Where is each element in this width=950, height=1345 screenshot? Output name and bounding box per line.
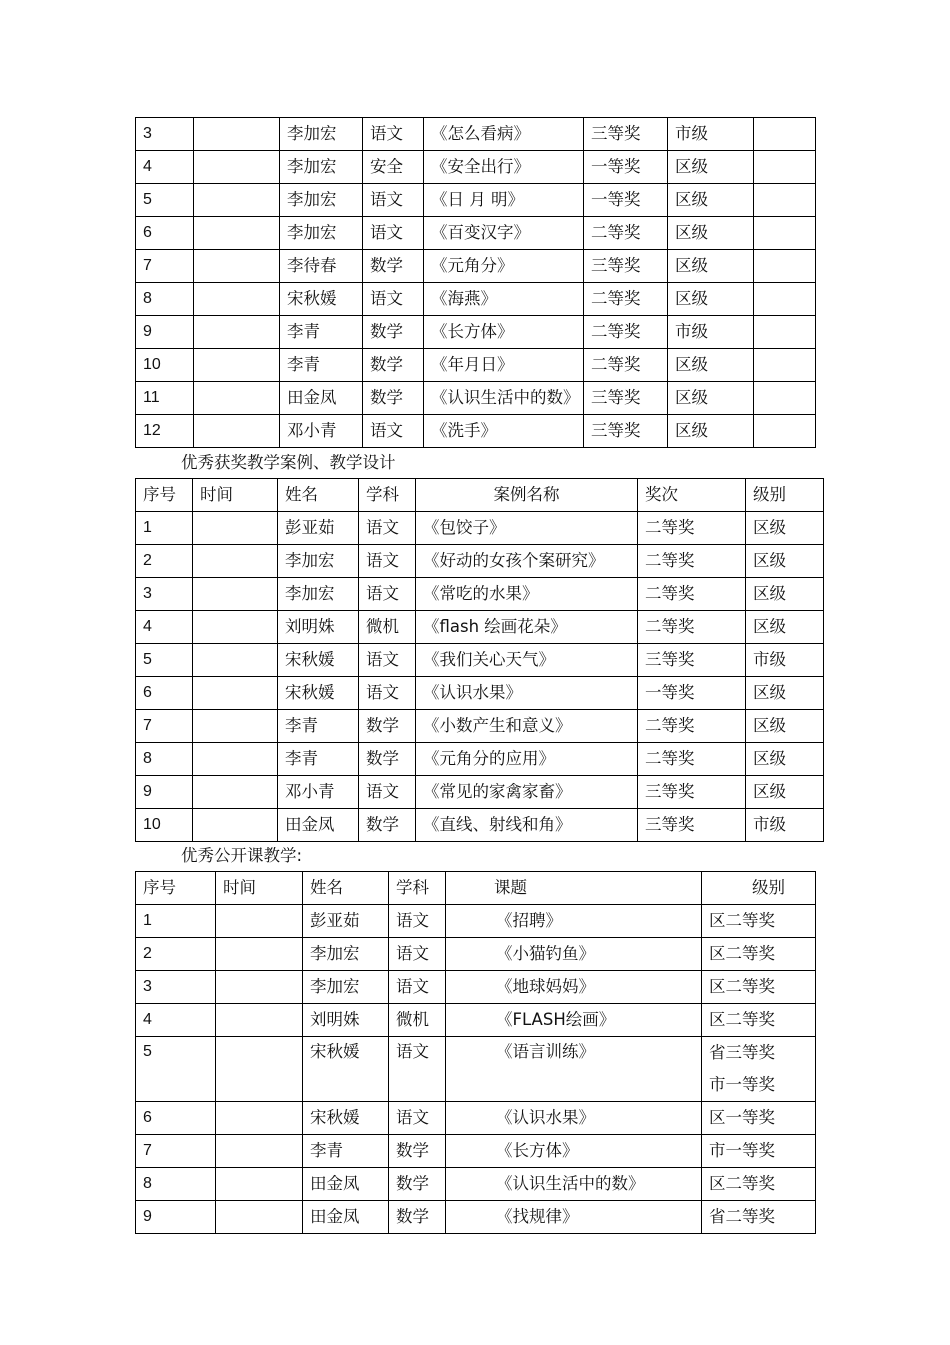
table-cell: [193, 545, 278, 578]
table-cell: 数学: [359, 743, 416, 776]
table-cell: 《小猫钓鱼》: [446, 938, 702, 971]
table-cell: [194, 151, 280, 184]
table-cell: 《认识水果》: [416, 677, 638, 710]
table-cell: 7: [136, 250, 194, 283]
table-cell: 宋秋媛: [303, 1037, 389, 1102]
table-cell: 邓小青: [280, 415, 363, 448]
section-heading-teaching-cases: 优秀获奖教学案例、教学设计: [181, 453, 396, 472]
table-cell: 三等奖: [638, 776, 746, 809]
table-cell: 《语言训练》: [446, 1037, 702, 1102]
table-cell: 李青: [280, 349, 363, 382]
table-cell: 数学: [389, 1168, 446, 1201]
table-cell: 区二等奖: [702, 1168, 816, 1201]
table-cell: 李加宏: [303, 938, 389, 971]
table-cell: 1: [136, 905, 216, 938]
table-cell: 三等奖: [638, 809, 746, 842]
table-cell: 《地球妈妈》: [446, 971, 702, 1004]
table-cell: 语文: [389, 938, 446, 971]
table-cell: 二等奖: [584, 283, 668, 316]
table-cell: 6: [136, 677, 193, 710]
table-cell: 2: [136, 545, 193, 578]
table-row: [136, 1135, 816, 1168]
table-cell: [193, 578, 278, 611]
table-row: [136, 710, 824, 743]
table-cell: [216, 1168, 303, 1201]
table-cell: 三等奖: [584, 382, 668, 415]
table-cell: 李加宏: [280, 184, 363, 217]
table-cell: [194, 382, 280, 415]
table-cell: 区级: [668, 415, 754, 448]
header-cell: 序号: [136, 872, 216, 905]
table-cell: 语文: [359, 677, 416, 710]
table-cell: 一等奖: [584, 151, 668, 184]
awards-table-continued: [135, 117, 816, 448]
table-cell: [754, 118, 816, 151]
award-line: 省三等奖: [709, 1043, 775, 1062]
table-cell: 《包饺子》: [416, 512, 638, 545]
table-cell: 《认识生活中的数》: [424, 382, 584, 415]
section-heading-open-classes: 优秀公开课教学:: [181, 846, 303, 865]
table-cell: 李青: [278, 710, 359, 743]
header-cell: 学科: [359, 479, 416, 512]
award-line: 市一等奖: [709, 1075, 775, 1094]
table-cell: 田金凤: [278, 809, 359, 842]
table-row: [136, 1168, 816, 1201]
table-cell: 李加宏: [280, 217, 363, 250]
table-cell: [216, 1102, 303, 1135]
header-cell: 时间: [193, 479, 278, 512]
table-cell: 语文: [389, 1102, 446, 1135]
table-cell: 9: [136, 316, 194, 349]
table-cell: 《百变汉字》: [424, 217, 584, 250]
table-cell: 《直线、射线和角》: [416, 809, 638, 842]
table-cell: [193, 512, 278, 545]
table-cell: 语文: [359, 512, 416, 545]
table-cell: [216, 1004, 303, 1037]
table-row: [136, 217, 816, 250]
table-cell: 4: [136, 1004, 216, 1037]
table-cell: 市级: [668, 316, 754, 349]
table-cell: 李待春: [280, 250, 363, 283]
teaching-cases-table: [135, 478, 824, 842]
table-cell: 8: [136, 283, 194, 316]
table-cell: 区级: [668, 217, 754, 250]
table-cell: 2: [136, 938, 216, 971]
table-cell: [754, 415, 816, 448]
header-cell: 级别: [746, 479, 824, 512]
table-cell: 刘明姝: [278, 611, 359, 644]
table-cell: 区级: [746, 710, 824, 743]
table-cell: 二等奖: [584, 217, 668, 250]
table-row: [136, 611, 824, 644]
table-cell: [754, 217, 816, 250]
table-cell: 李加宏: [278, 545, 359, 578]
table-cell: 3: [136, 118, 194, 151]
table-cell: 区级: [668, 349, 754, 382]
header-cell: 时间: [216, 872, 303, 905]
table-cell: [216, 1135, 303, 1168]
table-cell: [754, 250, 816, 283]
table-cell: 二等奖: [584, 349, 668, 382]
table-cell: [193, 611, 278, 644]
table-cell: [193, 677, 278, 710]
table-cell: [754, 382, 816, 415]
table-row: [136, 1201, 816, 1234]
table-cell: 区级: [668, 184, 754, 217]
header-cell: 奖次: [638, 479, 746, 512]
table-cell: 区二等奖: [702, 971, 816, 1004]
table-cell: 宋秋媛: [278, 644, 359, 677]
table-row: [136, 971, 816, 1004]
table-row: [136, 938, 816, 971]
table-row: [136, 1004, 816, 1037]
table-cell: 语文: [389, 905, 446, 938]
table-cell: 区级: [746, 578, 824, 611]
table-cell: 区级: [668, 250, 754, 283]
table-cell: 二等奖: [638, 710, 746, 743]
table-cell: 市一等奖: [702, 1135, 816, 1168]
header-cell: 序号: [136, 479, 193, 512]
table-cell: 微机: [359, 611, 416, 644]
table-cell: 区级: [746, 677, 824, 710]
table-cell: 9: [136, 1201, 216, 1234]
table-cell: 区级: [668, 151, 754, 184]
table-cell: 6: [136, 217, 194, 250]
table-cell: 二等奖: [638, 512, 746, 545]
header-cell: 学科: [389, 872, 446, 905]
table-cell: 一等奖: [584, 184, 668, 217]
table-cell: 语文: [359, 776, 416, 809]
table-header-row: [136, 479, 824, 512]
table-cell: 数学: [363, 382, 424, 415]
table-cell: [194, 250, 280, 283]
table-row: [136, 283, 816, 316]
table-cell: [194, 316, 280, 349]
table-cell: 5: [136, 184, 194, 217]
table-cell: 语文: [359, 644, 416, 677]
table-cell: 4: [136, 151, 194, 184]
table-cell: 《FLASH绘画》: [446, 1004, 702, 1037]
table-cell: 三等奖: [584, 250, 668, 283]
table-cell: [193, 809, 278, 842]
table-cell: 微机: [389, 1004, 446, 1037]
table-cell: 《长方体》: [446, 1135, 702, 1168]
table-cell: 二等奖: [638, 743, 746, 776]
table-cell: 宋秋媛: [280, 283, 363, 316]
table-cell: 语文: [363, 283, 424, 316]
table-cell: [216, 1037, 303, 1102]
header-cell: 课题: [446, 872, 702, 905]
table-cell: 6: [136, 1102, 216, 1135]
table-cell: 三等奖: [584, 118, 668, 151]
table-cell: 区级: [746, 512, 824, 545]
table-row: [136, 776, 824, 809]
table-cell: 语文: [363, 217, 424, 250]
table-cell: 《年月日》: [424, 349, 584, 382]
table-cell: [754, 316, 816, 349]
table-row: [136, 184, 816, 217]
table-cell: 彭亚茹: [303, 905, 389, 938]
table-cell: 李青: [303, 1135, 389, 1168]
table-cell: 数学: [389, 1135, 446, 1168]
table-cell: 李加宏: [278, 578, 359, 611]
table-row: [136, 512, 824, 545]
table-cell: 李加宏: [280, 118, 363, 151]
table-row: [136, 250, 816, 283]
table-cell: [193, 644, 278, 677]
table-cell: 数学: [363, 316, 424, 349]
table-cell: 市级: [668, 118, 754, 151]
table-cell: 安全: [363, 151, 424, 184]
table-cell: 市级: [746, 644, 824, 677]
table-row: [136, 1037, 816, 1102]
table-cell: 田金凤: [303, 1168, 389, 1201]
table-cell: 李青: [278, 743, 359, 776]
table-cell: 《好动的女孩个案研究》: [416, 545, 638, 578]
table-cell: 1: [136, 512, 193, 545]
table-cell: 《flash 绘画花朵》: [416, 611, 638, 644]
table-cell: [193, 776, 278, 809]
table-cell: [194, 349, 280, 382]
header-cell: 级别: [702, 872, 816, 905]
table-cell: 二等奖: [638, 545, 746, 578]
table-cell: 区一等奖: [702, 1102, 816, 1135]
table-cell: 3: [136, 971, 216, 1004]
table-cell: 刘明姝: [303, 1004, 389, 1037]
table-cell: 区级: [668, 382, 754, 415]
table-cell: 《找规律》: [446, 1201, 702, 1234]
table-cell: 《安全出行》: [424, 151, 584, 184]
table-cell: 三等奖: [584, 415, 668, 448]
table-cell: 语文: [389, 971, 446, 1004]
table-cell: 二等奖: [638, 578, 746, 611]
table-cell: 《海燕》: [424, 283, 584, 316]
table-cell: 语文: [363, 415, 424, 448]
table-cell: 李加宏: [303, 971, 389, 1004]
table-cell: [193, 743, 278, 776]
table-cell: 12: [136, 415, 194, 448]
table-cell: 数学: [389, 1201, 446, 1234]
table-cell: 语文: [363, 118, 424, 151]
table-cell: [194, 283, 280, 316]
table-cell: [702, 1037, 816, 1102]
table-cell: 8: [136, 1168, 216, 1201]
table-row: [136, 644, 824, 677]
table-cell: [754, 349, 816, 382]
table-cell: 数学: [359, 710, 416, 743]
table-cell: [216, 1201, 303, 1234]
table-cell: 11: [136, 382, 194, 415]
table-cell: [216, 971, 303, 1004]
table-row: [136, 809, 824, 842]
table-cell: 彭亚茹: [278, 512, 359, 545]
table-cell: 语文: [359, 545, 416, 578]
table-row: [136, 151, 816, 184]
table-row: [136, 382, 816, 415]
table-cell: 9: [136, 776, 193, 809]
header-cell: 案例名称: [416, 479, 638, 512]
table-cell: 4: [136, 611, 193, 644]
table-cell: 5: [136, 1037, 216, 1102]
table-cell: 《元角分》: [424, 250, 584, 283]
table-row: [136, 316, 816, 349]
table-cell: 《小数产生和意义》: [416, 710, 638, 743]
table-cell: 区级: [746, 743, 824, 776]
table-cell: [754, 283, 816, 316]
table-cell: 一等奖: [638, 677, 746, 710]
table-cell: 10: [136, 809, 193, 842]
table-cell: 三等奖: [638, 644, 746, 677]
table-cell: [754, 151, 816, 184]
table-cell: [194, 118, 280, 151]
table-cell: 数学: [363, 250, 424, 283]
table-cell: 李加宏: [280, 151, 363, 184]
table-cell: 《怎么看病》: [424, 118, 584, 151]
table-cell: 《元角分的应用》: [416, 743, 638, 776]
table-cell: 《认识生活中的数》: [446, 1168, 702, 1201]
table-cell: 8: [136, 743, 193, 776]
table-cell: 7: [136, 710, 193, 743]
table-cell: 田金凤: [280, 382, 363, 415]
header-cell: 姓名: [278, 479, 359, 512]
table-cell: [754, 184, 816, 217]
table-cell: 10: [136, 349, 194, 382]
table-cell: 区级: [668, 283, 754, 316]
table-cell: 《招聘》: [446, 905, 702, 938]
table-cell: 市级: [746, 809, 824, 842]
table-cell: 《洗手》: [424, 415, 584, 448]
table-cell: [193, 710, 278, 743]
table-row: [136, 905, 816, 938]
table-cell: 数学: [363, 349, 424, 382]
table-row: [136, 415, 816, 448]
table-cell: 邓小青: [278, 776, 359, 809]
table-cell: 区级: [746, 776, 824, 809]
table-cell: 区二等奖: [702, 938, 816, 971]
table-row: [136, 349, 816, 382]
table-row: [136, 118, 816, 151]
table-cell: 《常吃的水果》: [416, 578, 638, 611]
table-cell: 宋秋媛: [303, 1102, 389, 1135]
table-cell: [216, 905, 303, 938]
table-cell: 语文: [359, 578, 416, 611]
header-cell: 姓名: [303, 872, 389, 905]
table-cell: 宋秋媛: [278, 677, 359, 710]
table-cell: 区级: [746, 545, 824, 578]
table-row: [136, 1102, 816, 1135]
table-cell: 二等奖: [638, 611, 746, 644]
table-cell: 区二等奖: [702, 1004, 816, 1037]
table-cell: 《常见的家禽家畜》: [416, 776, 638, 809]
table-cell: 李青: [280, 316, 363, 349]
table-cell: 数学: [359, 809, 416, 842]
table-cell: 语文: [363, 184, 424, 217]
table-cell: 《我们关心天气》: [416, 644, 638, 677]
table-cell: 《日 月 明》: [424, 184, 584, 217]
table-cell: 二等奖: [584, 316, 668, 349]
table-cell: [194, 415, 280, 448]
table-row: [136, 545, 824, 578]
open-classes-table: [135, 871, 816, 1234]
table-cell: 7: [136, 1135, 216, 1168]
table-cell: 5: [136, 644, 193, 677]
table-row: [136, 578, 824, 611]
table-cell: 省二等奖: [702, 1201, 816, 1234]
table-header-row: [136, 872, 816, 905]
table-cell: [216, 938, 303, 971]
table-row: [136, 677, 824, 710]
table-cell: [194, 217, 280, 250]
table-cell: 《长方体》: [424, 316, 584, 349]
table-cell: [194, 184, 280, 217]
table-cell: 语文: [389, 1037, 446, 1102]
table-cell: 区级: [746, 611, 824, 644]
table-row: [136, 743, 824, 776]
table-cell: 区二等奖: [702, 905, 816, 938]
table-cell: 3: [136, 578, 193, 611]
table-cell: 田金凤: [303, 1201, 389, 1234]
table-cell: 《认识水果》: [446, 1102, 702, 1135]
